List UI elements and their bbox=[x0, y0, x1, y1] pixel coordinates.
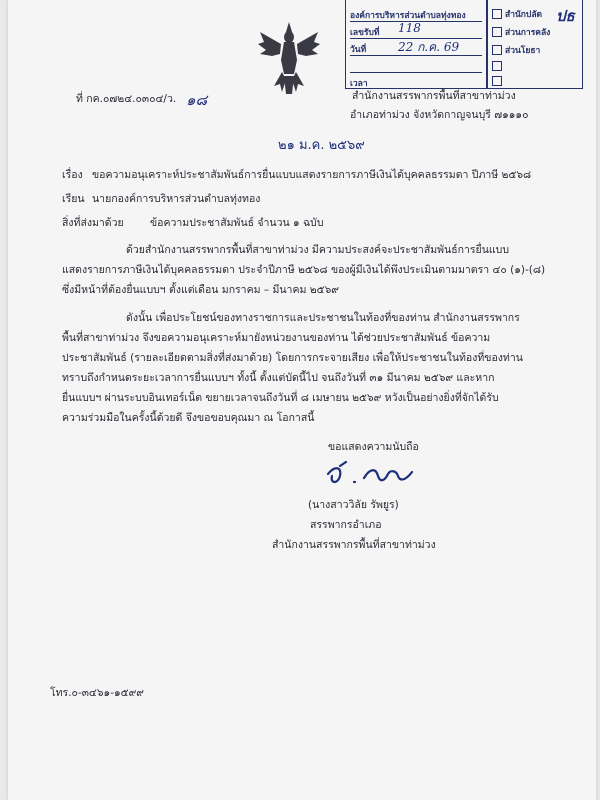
stamp-handwritten-note: ปธ bbox=[556, 7, 575, 25]
stamp-receive-label: เลขรับที่ bbox=[350, 28, 380, 38]
stamp-checkbox-1: สำนักปลัด bbox=[492, 7, 542, 21]
para2-line4: ทราบถึงกำหนดระยะเวลาการยื่นแบบฯ ทั้งนี้ ตั้งแต่บัดนี้ไป จนถึงวันที่ ๓๑ มีนาคม ๒๕๖๙ และหาก bbox=[62, 372, 495, 384]
subject: ขอความอนุเคราะห์ประชาสัมพันธ์การยื่นแบบแสดงรายการภาษีเงินได้บุคคลธรรมดา ปีภาษี ๒๕๖๘ bbox=[92, 169, 532, 181]
subject-label: เรื่อง bbox=[62, 169, 83, 181]
stamp-time-row bbox=[350, 72, 482, 89]
stamp-time-label: เวลา bbox=[350, 79, 368, 89]
signature-icon bbox=[320, 452, 430, 498]
para2-line2: พื้นที่สาขาท่าม่วง จึงขอความอนุเคราะห์มายังหน่วยงานของท่าน ได้ช่วยประชาสัมพันธ์ ข้อความ bbox=[62, 332, 491, 344]
para2-line1: ดังนั้น เพื่อประโยชน์ของทางราชการและประชาชนในท้องที่ของท่าน สำนักงานสรรพากร bbox=[126, 312, 520, 324]
para1-line1: ด้วยสำนักงานสรรพากรพื้นที่สาขาท่าม่วง มีความประสงค์จะประชาสัมพันธ์การยื่นแบบ bbox=[126, 244, 509, 256]
receipt-stamp bbox=[345, 0, 583, 89]
para2-line3: ประชาสัมพันธ์ (รายละเอียดตามสิ่งที่ส่งมาด้วย) โดยการกระจายเสียง เพื่อให้ประชาชนในท้องที่ของท่าน bbox=[62, 352, 523, 364]
stamp-receive-row bbox=[350, 21, 482, 39]
stamp-date: 22 ก.ค. 69 bbox=[398, 40, 460, 54]
checkbox-icon bbox=[492, 27, 502, 37]
stamp-divider bbox=[486, 0, 488, 88]
enclosure-label: สิ่งที่ส่งมาด้วย bbox=[62, 217, 124, 229]
checkbox-icon bbox=[492, 45, 502, 55]
checkbox-icon bbox=[492, 61, 502, 71]
checkbox-icon bbox=[492, 9, 502, 19]
stamp-org: องค์การบริหารส่วนตำบลทุ่งทอง bbox=[350, 11, 466, 21]
stamp-checkbox-5 bbox=[492, 76, 505, 87]
garuda-emblem-icon bbox=[256, 20, 322, 98]
letter-date: ๒๑ ม.ค. ๒๕๖๙ bbox=[278, 138, 365, 153]
phone-number: โทร.๐-๓๔๖๑-๑๕๙๙ bbox=[50, 687, 144, 699]
signer-name: (นางสาววิลัย รัพยูร) bbox=[308, 499, 399, 511]
to-label: เรียน bbox=[62, 193, 85, 205]
stamp-checkbox-4 bbox=[492, 61, 505, 72]
signer-office: สำนักงานสรรพากรพื้นที่สาขาท่าม่วง bbox=[272, 539, 436, 551]
letter-page bbox=[8, 0, 596, 800]
para1-line3: ซึ่งมีหน้าที่ต้องยื่นแบบฯ ตั้งแต่เดือน มกราคม – มีนาคม ๒๕๖๙ bbox=[62, 284, 339, 296]
stamp-receive-no: 118 bbox=[398, 21, 421, 35]
reference-number-handwritten: ๑๘ bbox=[186, 91, 208, 109]
stamp-checkbox-2: ส่วนการคลัง bbox=[492, 25, 550, 39]
para2-line5: ยื่นแบบฯ ผ่านระบบอินเทอร์เน็ต ขยายเวลาจนถึงวันที่ ๘ เมษายน ๒๕๖๙ หวังเป็นอย่างยิ่งที่จักได้รับ bbox=[62, 392, 499, 404]
para2-line6: ความร่วมมือในครั้งนี้ด้วยดี จึงขอขอบคุณมา ณ โอกาสนี้ bbox=[62, 412, 315, 424]
stamp-date-row bbox=[350, 38, 482, 56]
reference-number: ที่ กค.๐๗๒๔.๐๓๐๔/ว. bbox=[76, 93, 177, 105]
stamp-org-row bbox=[350, 4, 482, 22]
stamp-blank-row bbox=[350, 55, 482, 73]
stamp-date-label: วันที่ bbox=[350, 45, 367, 55]
checkbox-icon bbox=[492, 76, 502, 86]
para1-line2: แสดงรายการภาษีเงินได้บุคคลธรรมดา ประจำปีภาษี ๒๕๖๘ ของผู้มีเงินได้พึงประเมินตามมาตรา ๔๐ (๑)-(๘) bbox=[62, 264, 546, 276]
closing: ขอแสดงความนับถือ bbox=[328, 441, 419, 453]
stamp-checkbox-3: ส่วนโยธา bbox=[492, 43, 540, 57]
enclosure: ข้อความประชาสัมพันธ์ จำนวน ๑ ฉบับ bbox=[150, 217, 324, 229]
sender-address: อำเภอท่าม่วง จังหวัดกาญจนบุรี ๗๑๑๑๐ bbox=[350, 109, 529, 121]
signer-position: สรรพากรอำเภอ bbox=[310, 519, 382, 531]
recipient: นายกองค์การบริหารส่วนตำบลทุ่งทอง bbox=[92, 193, 261, 205]
sender-office: สำนักงานสรรพากรพื้นที่สาขาท่าม่วง bbox=[352, 90, 516, 102]
